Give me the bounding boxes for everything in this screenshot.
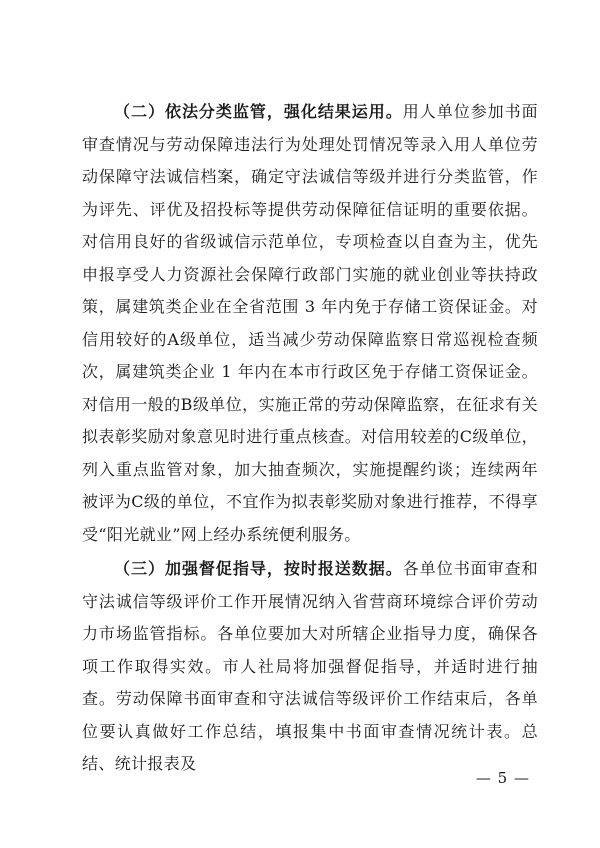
document-body bbox=[82, 96, 538, 781]
paragraph-text: 用人单位参加书面审查情况与劳动保障违法行为处理处罚情况等录入用人单位劳动保障守法诚信档案，确定守法诚信等级并进行分类监管，作为评先、评优及招投标等提供劳动保障征信证明的重要依据。对信用良好的省级诚信示范单位，专项检查以自查为主，优先申报享受人力资源社会保障行政部门实施的就业创业等扶持政策，属建筑类企业在全省范围 3 年内免于存储工资保证金。对信用较好的A级单位，适当减少劳动保障监察日常巡视检查频次，属建筑类企业 1 年内在本市行政区免于存储工资保证金。对信用一般的B级单位，实施正常的劳动保障监察，在征求有关拟表彰奖励对象意见时进行重点核查。对信用较差的C级单位，列入重点监管对象，加大抽查频次，实施提醒约谈；连续两年被评为C级的单位，不宜作为拟表彰奖励对象进行推荐，不得享受“阳光就业”网上经办系统便利服务。 bbox=[82, 102, 538, 544]
paragraph-heading: （二）依法分类监管，强化结果运用。 bbox=[114, 102, 403, 121]
paragraph-heading: （三）加强督促指导，按时报送数据。 bbox=[114, 559, 403, 578]
page-number: — 5 — bbox=[475, 769, 530, 787]
paragraph-classified-supervision bbox=[82, 96, 538, 551]
paragraph-supervision-guidance bbox=[82, 553, 538, 781]
paragraph-text: 各单位书面审查和守法诚信等级评价工作开展情况纳入省营商环境综合评价劳动力市场监管指标。各单位要加大对所辖企业指导力度，确保各项工作取得实效。市人社局将加强督促指导，并适时进行抽查。劳动保障书面审查和守法诚信等级评价工作结束后，各单位要认真做好工作总结，填报集中书面审查情况统计表。总结、统计报表及 bbox=[82, 559, 538, 773]
